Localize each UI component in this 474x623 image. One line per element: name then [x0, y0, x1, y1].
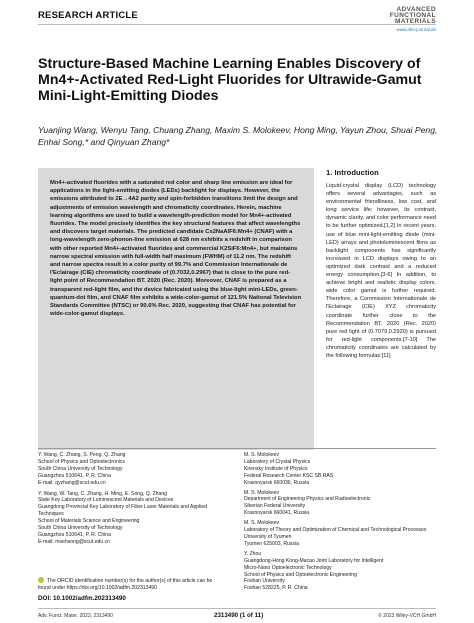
page-header	[0, 0, 474, 44]
brand-line-2: FUNCTIONAL	[389, 12, 436, 19]
journal-logo	[390, 7, 436, 33]
section-label: RESEARCH ARTICLE	[38, 10, 138, 21]
orcid-text[interactable]: The ORCID identification number(s) for the author(s) of this article can be found under https://doi.org/10.1002/adfm.202313490	[38, 578, 213, 591]
affiliation-block: Y. Wang, W. Tang, C. Zhang, H. Ming, E. Song, Q. Zhang State Key Laboratory of Luminescent Materials and Devices Guangdong Provincial Key Laboratory of Fiber Laser Materials and Applied Techniques School of Materials Science and Engineering South China University of Technology Guangzhou 510641, P. R. China E-mail: msehsong@scut.edu.cn	[38, 490, 208, 545]
affiliation-divider	[38, 448, 436, 449]
page-number: 2313490 (1 of 11)	[214, 612, 264, 619]
copyright: © 2023 Wiley-VCH GmbH	[378, 613, 436, 619]
affiliation-block: M. S. Molokeev Department of Engineering Physics and Radioelectronic Siberian Federal University Krasnoyarsk 660041, Russia	[244, 489, 371, 517]
header-rule	[38, 24, 436, 25]
affiliation-block: Y. Wang, C. Zhang, S. Peng, Q. Zhang School of Physics and Optoelectronics South China University of Technology Guangzhou 510641, P. R. China E-mail: qyzhang@scut.edu.cn	[38, 452, 126, 486]
doi[interactable]: DOI: 10.1002/adfm.202313490	[38, 595, 126, 602]
journal-citation: Adv. Funct. Mater. 2023, 2313490	[38, 613, 113, 619]
affiliation-block: M. S. Molokeev Laboratory of Theory and Optimization of Chemical and Technological Processes University of Tyumen Tyumen 625003, Russia	[244, 520, 427, 547]
brand-line-3: MATERIALS	[394, 18, 436, 25]
article-title: Structure-Based Machine Learning Enables Discovery of Mn4+-Activated Red-Light Fluorides for Ultrawide-Gamut Mini-Light-Emitting Diodes	[38, 56, 422, 104]
section-heading: 1. Introduction	[326, 168, 379, 177]
brand-line-1: ADVANCED	[396, 6, 436, 13]
affiliations-left	[38, 452, 223, 546]
orcid-note	[38, 577, 223, 592]
abstract-box: Mn4+-activated fluorides with a saturated red color and sharp line emission are ideal for applications in the light-emitting diodes (LEDs) backlight for displays. However, the emissions attributed to 2E→4A2 parity and spin-forbidden transitions limit the design and adjustments of emission wavelength and chromaticity coordinates. Herein, machine learning algorithms are used to build a wavelength-prediction model for Mn4+-activated fluorides. The model precisely identifies the key structural features that affect wavelengths and discovers target materials. The predicted candidate Cs2NaAlF6:Mn4+ (CNAF) with a long-wavelength zero-phonon-line emission at 628 nm exhibits a redshift in comparison with other reported Mn4+-activated fluorides and commercial K2SiF6:Mn4+, but maintains narrow spectral emission with full-width half maximum (FWHM) of 11.2 nm. The redshift and narrow spectra result in a color purity of 99.7% and Commission Internationale de l'Eclairage (CIE) chromaticity coordinate of (0.7032,0.2967) that is close to the pure red-light point of Recommendation BT. 2020 (Rec. 2020). Moreover, CNAF is prepared as a transparent red-light film, and the device fabricated using the blue-light mini-LEDs, green-quantum-dot film, and CNAF film exhibits a wide-color-gamut of 121.5% National Television Standards Committee (NTSC) or 90.6% Rec. 2020, suggesting that CNAF has potential for wide-color-gamut displays.	[38, 168, 314, 450]
journal-url[interactable]: www.afm-journal.de	[396, 27, 436, 32]
page-footer	[38, 608, 436, 621]
introduction-text: Liquid-crystal display (LCD) technology offers several advantages, such as environmental friendliness, low cost, and long service life; however, its contrast, dynamic clarity, and color performance need to be further optimized.[1,2] In recent years, use of blue mini-light-emitting diode (mini-LED) arrays and photoluminescent films as backlight components has significantly increased in LCD displays owing to an optimized dark contrast and a reduced energy consumption.[3-6] In addition, to achieve bright and realistic display colors, wide color gamut is further required. Therefore, a Commission Internationale de l'Eclairage (CIE) XYZ chromaticity coordinate further close to the Recommendation BT. 2020 (Rec. 2020) pure red light of (0.7079,0.2920) is pursued for red-light components.[7-10] The chromaticity coordinates are calculated by the following formulas:[11]	[326, 183, 436, 359]
affiliation-block: Y. Zhou Guangdong-Hong Kong-Macao Joint Laboratory for Intelligent Micro-Nano Optoelectronic Technology School of Physics and Optoelectronic Engineering Foshan University Foshan 528225, P. R. China	[244, 550, 384, 592]
affiliations-right	[244, 452, 439, 592]
author-list: Yuanjing Wang, Wenyu Tang, Chuang Zhang, Maxim S. Molokeev, Hong Ming, Yayun Zhou, Shuai Peng, Enhai Song,* and Qinyuan Zhang*	[38, 125, 438, 147]
introduction-section	[326, 168, 436, 360]
affiliation-block: M. S. Molokeev Laboratory of Crystal Physics Kirensky Institute of Physics Federal Research Center KSC SB RAS Krasnoyarsk 660036, Russia	[244, 452, 334, 486]
orcid-icon	[38, 577, 44, 583]
